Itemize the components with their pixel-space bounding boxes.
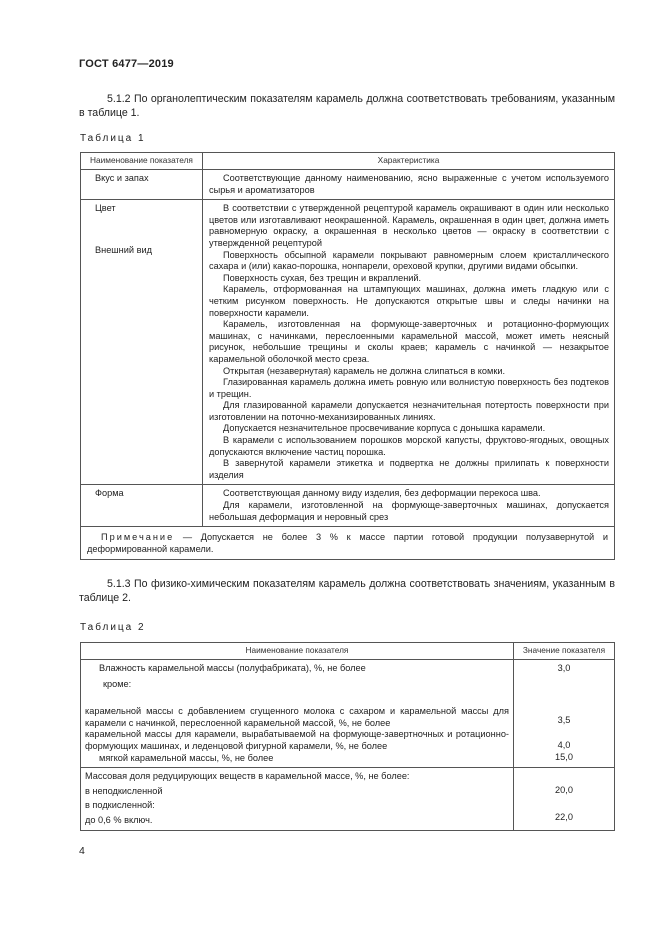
table-row: [81, 485, 615, 527]
row-name: Вкус и запах: [81, 170, 203, 200]
paragraph-5-1-3: 5.1.3 По физико-химическим показателям карамель должна соответствовать значениям, указанным в таблице 2.: [79, 578, 615, 604]
table-row: [81, 200, 615, 485]
table2-header-name: Наименование показателя: [81, 643, 514, 660]
row-characteristic: Соответствующая данному виду изделия, без деформации перекоса шва. Для карамели, изготовленной на формующе-заверточных машинах, допускается небольшая деформация и неровный срез: [203, 485, 615, 527]
row-characteristic: В соответствии с утвержденной рецептурой карамель окрашивают в один или несколько цветов или изготавливают неокрашенной. Карамель, окрашенная в один цвет, должна иметь равномерную окраску, а окрашенная в несколько цветов — окраску в соответствии с утвержденной рецептурой Поверхность обсыпной карамели покрывают равномерным слоем кристаллического сахара и (или) какао-порошка, нонпарели, ореховой крупки, другими видами обсыпки. Поверхность сухая, без трещин и вкраплений. Карамель, отформованная на штампующих машинах, должна иметь гладкую или с четким рисунком поверхность. Не допускаются открытые швы и следы начинки на поверхности карамели. Карамель, изготовленная на формующе-заверточных и ротационно-формующих машинах, с начинками, переслоенными карамельной массой, может иметь неясный рисунок, небольшие трещины и сколы краев; карамель с начинкой — незакрытое карамельной оболочкой место среза. Открытая (незавернутая) карамель не должна слипаться в комки. Глазированная карамель должна иметь ровную или волнистую поверхность без подтеков и трещин. Для глазированной карамели допускается незначительная потертость поверхности при изготовлении на поточно-механизированных линиях. Допускается незначительное просвечивание корпуса с донышка карамели. В карамели с использованием порошков морской капусты, фруктово-ягодных, овощных допускаются включение частиц порошка. В завернутой карамели этикетка и подвертка не должны прилипать к поверхности изделия: [203, 200, 615, 485]
row-name: Влажность карамельной массы (полуфабриката), %, не более кроме: карамельной массы с добавлением сгущенного молока с сахаром и карамельной массы для карамели с начинкой, переслоенной карамельной массой, %, не более карамельной массы для карамели, вырабатываемой на формующе-завертночных и ротационно-формующих машинах, и леденцовой фигурной карамели, %, не более мягкой карамельной массы, %, не более: [81, 660, 514, 768]
table-2: [80, 642, 615, 831]
paragraph-5-1-2: 5.1.2 По органолептическим показателям карамель должна соответствовать требованиям, указанным в таблице 1.: [79, 93, 615, 119]
table1-note: Примечание — Допускается не более 3 % к массе партии готовой продукции полузавернутой и деформированной карамели.: [81, 527, 615, 560]
row-characteristic: Соответствующие данному наименованию, ясно выраженные с учетом используемого сырья и ароматизаторов: [203, 170, 615, 200]
row-name: Форма: [81, 485, 203, 527]
table-row: [81, 768, 615, 830]
row-values: 20,0 22,0: [514, 768, 615, 830]
row-name: Массовая доля редуцирующих веществ в карамельной массе, %, не более: в неподкисленной в подкисленной: до 0,6 % включ.: [81, 768, 514, 830]
row-name-secondary: Внешний вид: [95, 244, 152, 255]
table-1: [80, 152, 615, 560]
table1-header-name: Наименование показателя: [81, 153, 203, 170]
standard-code-header: ГОСТ 6477—2019: [79, 58, 174, 70]
page-number: 4: [79, 845, 85, 857]
row-name: Цвет Внешний вид: [81, 200, 203, 485]
row-values: 3,0 3,5 4,0 15,0: [514, 660, 615, 768]
table2-header-value: Значение показателя: [514, 643, 615, 660]
table-row: [81, 660, 615, 768]
table1-caption: Таблица 1: [80, 133, 146, 144]
table1-header-characteristic: Характеристика: [203, 153, 615, 170]
table-row: [81, 170, 615, 200]
table2-caption: Таблица 2: [80, 622, 146, 633]
